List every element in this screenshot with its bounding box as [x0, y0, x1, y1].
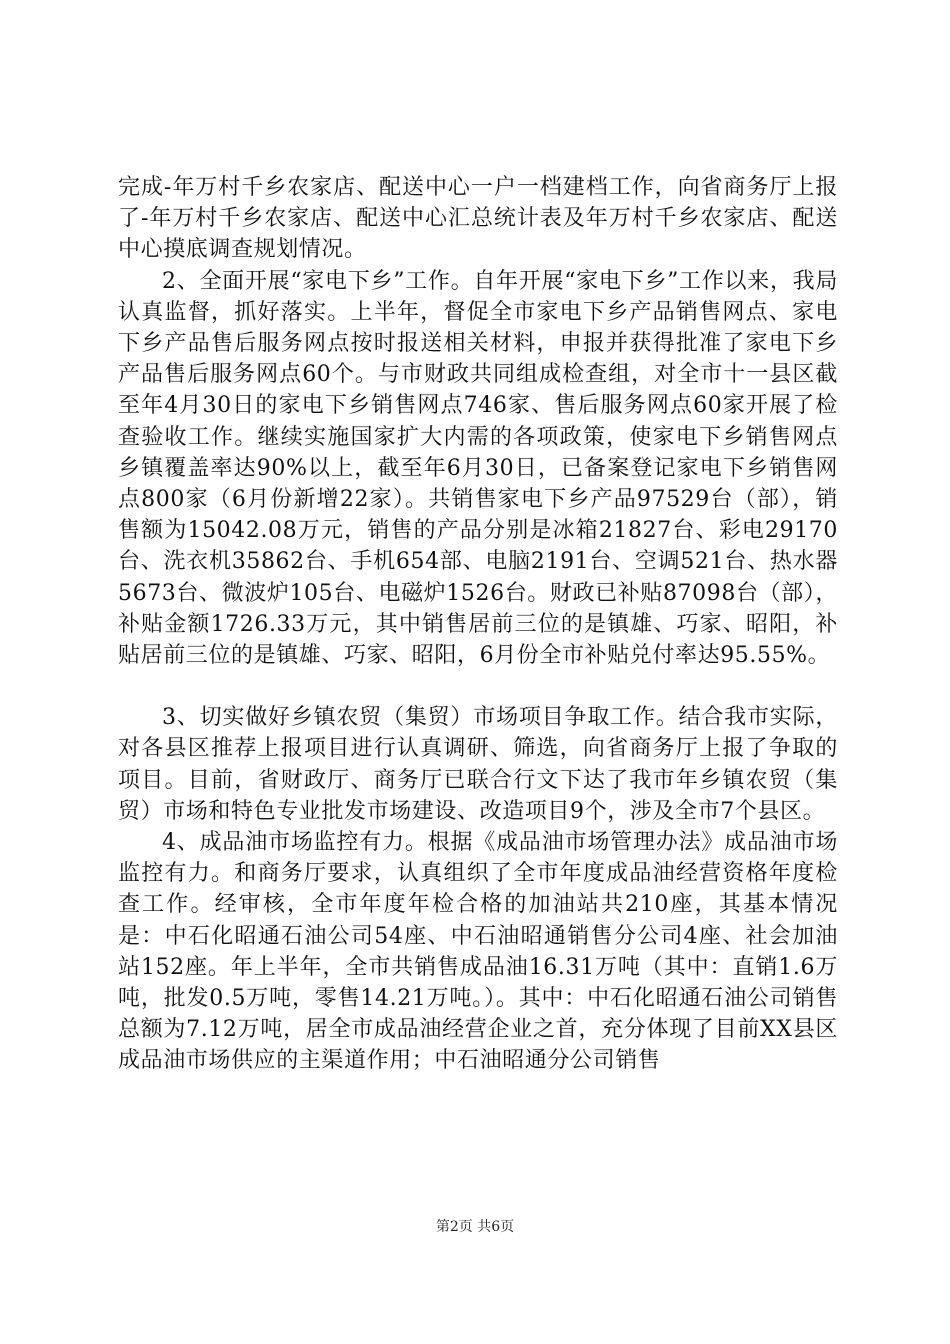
paragraph-spacer	[118, 671, 838, 702]
document-body	[118, 172, 838, 1077]
paragraph-oil-market: 4、成品油市场监控有力。根据《成品油市场管理办法》成品油市场监控有力。和商务厅要求，认真组织了全市年度成品油经营资格年度检查工作。经审核，全市年度年检合格的加油站共210座，其基本情况是：中石化昭通石油公司54座、中石油昭通销售分公司4座、社会加油站152座。年上半年，全市共销售成品油16.31万吨（其中：直销1.6万吨，批发0.5万吨，零售14.21万吨。）。其中：中石化昭通石油公司销售总额为7.12万吨，居全市成品油经营企业之首，充分体现了目前XX县区成品油市场供应的主渠道作用；中石油昭通分公司销售	[118, 830, 838, 1074]
page-number-footer: 第2页 共6页	[435, 1219, 515, 1235]
paragraph-market-projects: 3、切实做好乡镇农贸（集贸）市场项目争取工作。结合我市实际，对各县区推荐上报项目进行认真调研、筛选，向省商务厅上报了争取的项目。目前，省财政厅、商务厅已联合行文下达了我市年乡镇农贸（集贸）市场和特色专业批发市场建设、改造项目9个，涉及全市7个县区。	[118, 705, 838, 824]
paragraph-continuation: 完成-年万村千乡农家店、配送中心一户一档建档工作，向省商务厅上报了-年万村千乡农家店、配送中心汇总统计表及年万村千乡农家店、配送中心摸底调查规划情况。	[118, 175, 838, 263]
paragraph-home-appliances: 2、全面开展“家电下乡”工作。自年开展“家电下乡”工作以来，我局认真监督，抓好落实。上半年，督促全市家电下乡产品销售网点、家电下乡产品售后服务网点按时报送相关材料，申报并获得批准了家电下乡产品售后服务网点60个。与市财政共同组成检查组，对全市十一县区截至年4月30日的家电下乡销售网点746家、售后服务网点60家开展了检查验收工作。继续实施国家扩大内需的各项政策，使家电下乡销售网点乡镇覆盖率达90%以上，截至年6月30日，已备案登记家电下乡销售网点800家（6月份新增22家）。共销售家电下乡产品97529台（部），销售额为15042.08万元，销售的产品分别是冰箱21827台、彩电29170台、洗衣机35862台、手机654部、电脑2191台、空调521台、热水器5673台、微波炉105台、电磁炉1526台。财政已补贴87098台（部），补贴金额1726.33万元，其中销售居前三位的是镇雄、巧家、昭阳，补贴居前三位的是镇雄、巧家、昭阳，6月份全市补贴兑付率达95.55%。	[118, 268, 838, 669]
